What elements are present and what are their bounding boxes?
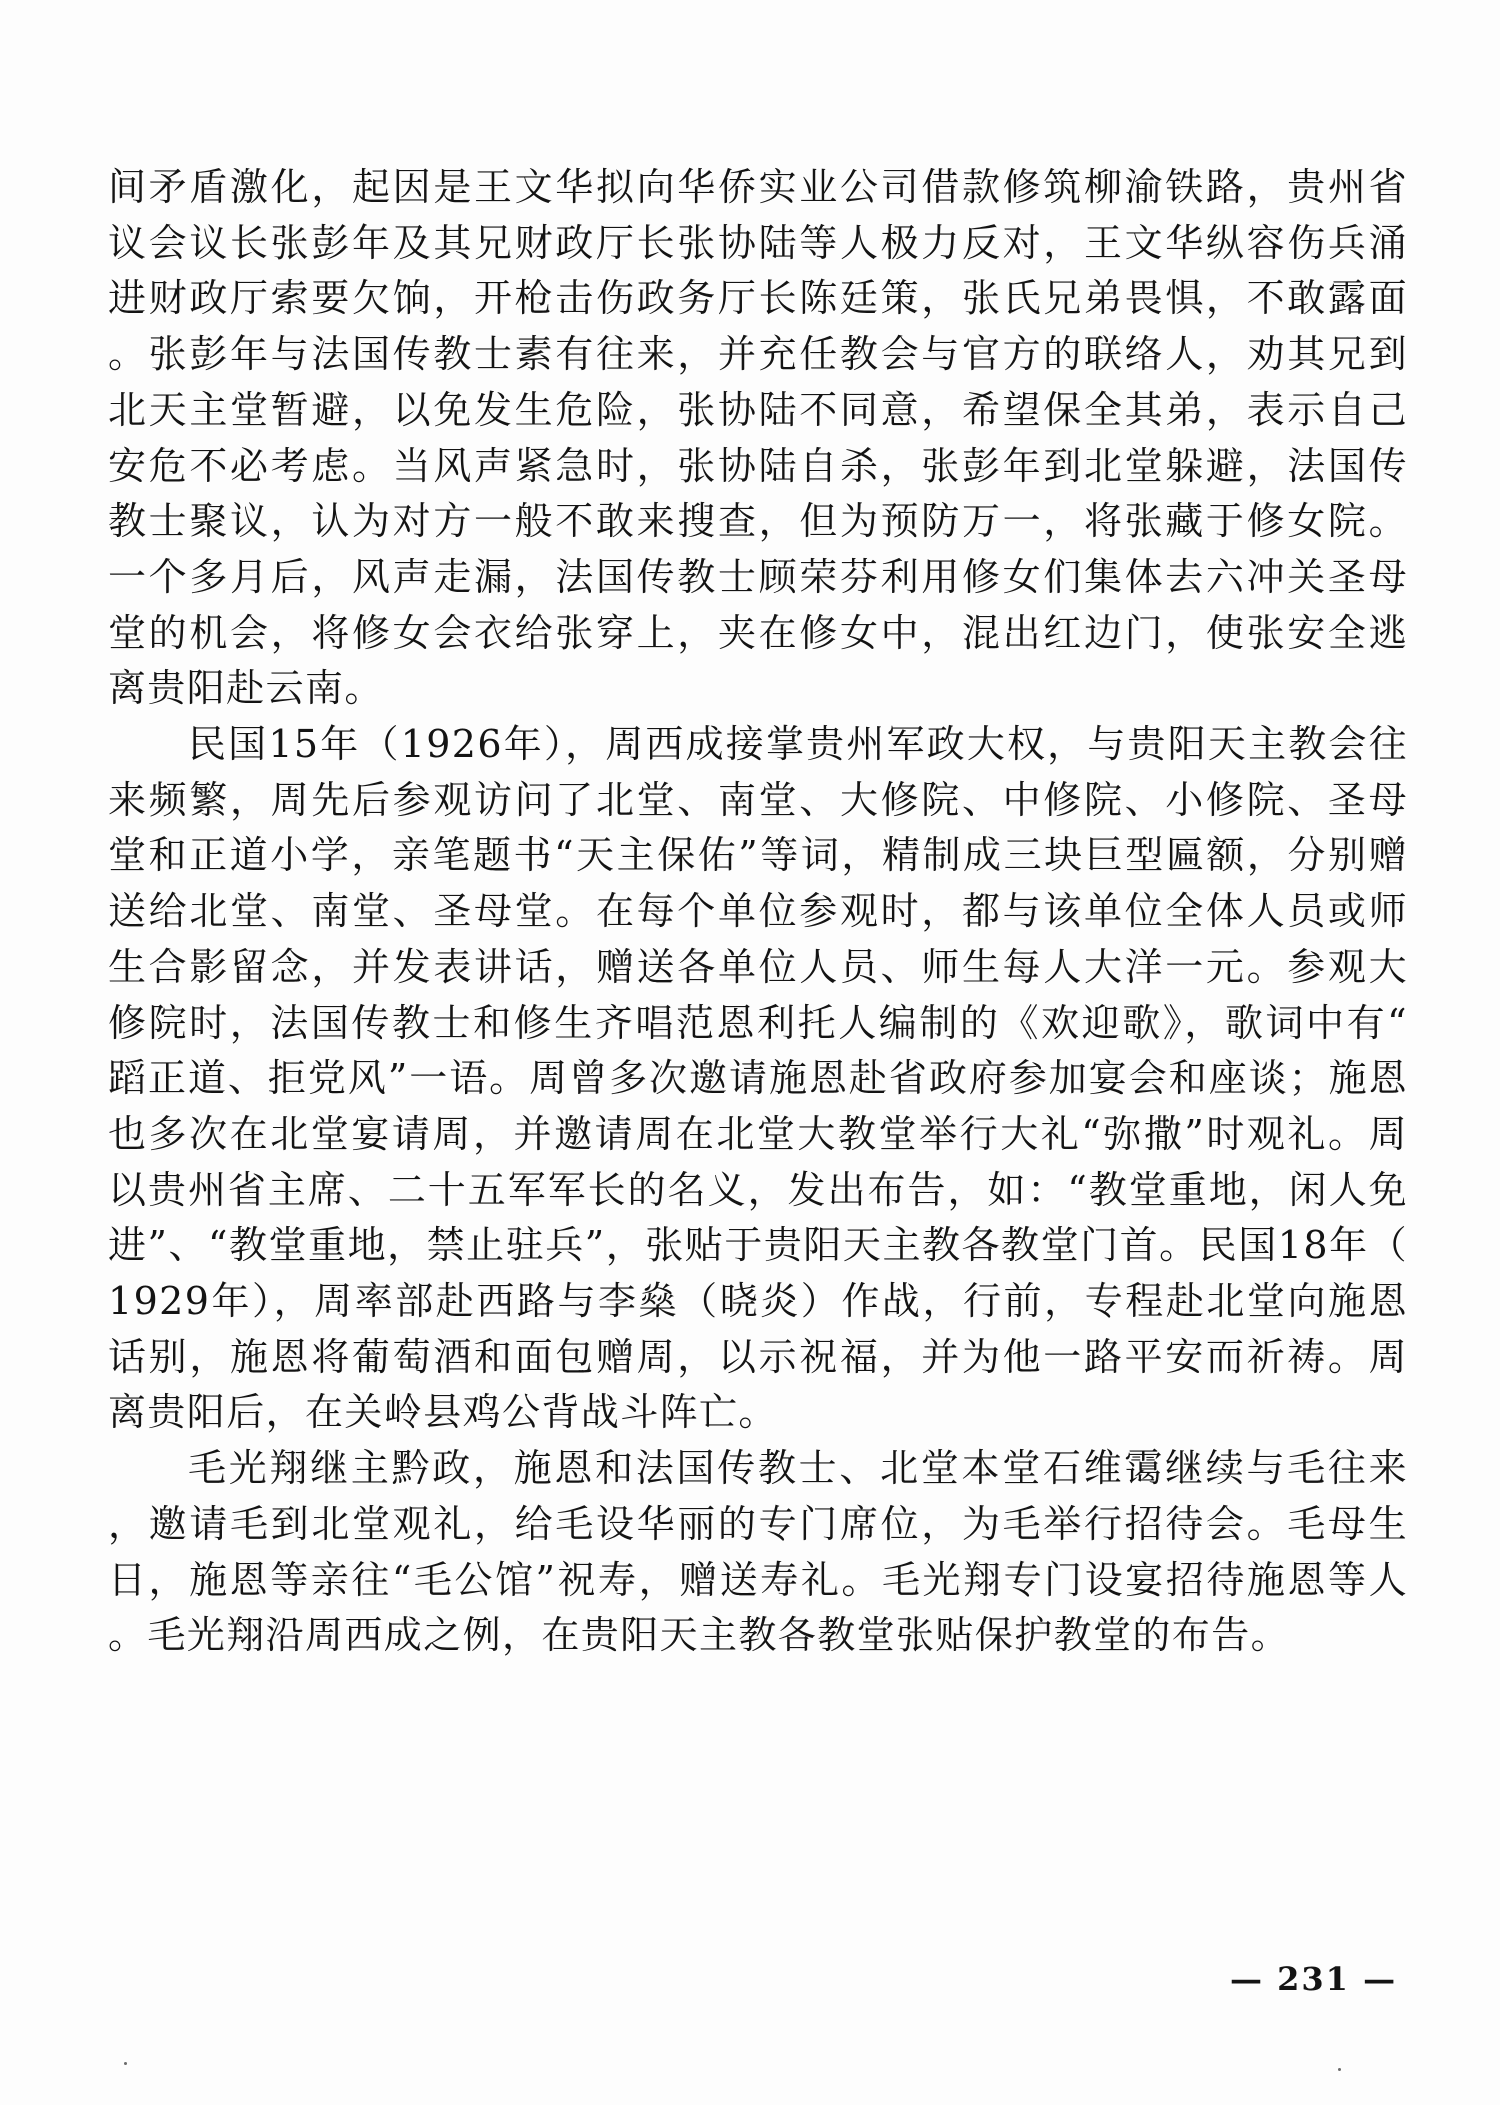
body-text: [108, 160, 1408, 1664]
paragraph-mao-guangxiang: 毛光翔继主黔政，施恩和法国传教士、北堂本堂石维霭继续与毛往来，邀请毛到北堂观礼，给毛设华丽的专门席位，为毛举行招待会。毛母生日，施恩等亲往“毛公馆”祝寿，赠送寿礼。毛光翔专门设宴招待施恩等人。毛光翔沿周西成之例，在贵阳天主教各教堂张贴保护教堂的布告。: [108, 1446, 1408, 1658]
scan-speck: [1338, 2068, 1341, 2071]
paragraph-continued: 间矛盾激化，起因是王文华拟向华侨实业公司借款修筑柳渝铁路，贵州省议会议长张彭年及其兄财政厅长张协陆等人极力反对，王文华纵容伤兵涌进财政厅索要欠饷，开枪击伤政务厅长陈廷策，张氏兄弟畏惧，不敢露面。张彭年与法国传教士素有往来，并充任教会与官方的联络人，劝其兄到北天主堂暂避，以免发生危险，张协陆不同意，希望保全其弟，表示自己安危不必考虑。当风声紧急时，张协陆自杀，张彭年到北堂躲避，法国传教士聚议，认为对方一般不敢来搜查，但为预防万一，将张藏于修女院。一个多月后，风声走漏，法国传教士顾荣芬利用修女们集体去六冲关圣母堂的机会，将修女会衣给张穿上，夹在修女中，混出红边门，使张安全逃离贵阳赴云南。: [108, 165, 1408, 711]
scan-speck: [124, 2062, 127, 2065]
page-number: — 231 —: [1230, 1960, 1398, 1998]
paragraph-zhou-xicheng: 民国15年（1926年），周西成接掌贵州军政大权，与贵阳天主教会往来频繁，周先后参观访问了北堂、南堂、大修院、中修院、小修院、圣母堂和正道小学，亲笔题书“天主保佑”等词，精制成三块巨型匾额，分别赠送给北堂、南堂、圣母堂。在每个单位参观时，都与该单位全体人员或师生合影留念，并发表讲话，赠送各单位人员、师生每人大洋一元。参观大修院时，法国传教士和修生齐唱范恩利托人编制的《欢迎歌》，歌词中有“蹈正道、拒党风”一语。周曾多次邀请施恩赴省政府参加宴会和座谈；施恩也多次在北堂宴请周，并邀请周在北堂大教堂举行大礼“弥撒”时观礼。周以贵州省主席、二十五军军长的名义，发出布告，如：“教堂重地，闲人免进”、“教堂重地，禁止驻兵”，张贴于贵阳天主教各教堂门首。民国18年（1929年），周率部赴西路与李燊（晓炎）作战，行前，专程赴北堂向施恩话别，施恩将葡萄酒和面包赠周，以示祝福，并为他一路平安而祈祷。周离贵阳后，在关岭县鸡公背战斗阵亡。: [108, 722, 1408, 1435]
